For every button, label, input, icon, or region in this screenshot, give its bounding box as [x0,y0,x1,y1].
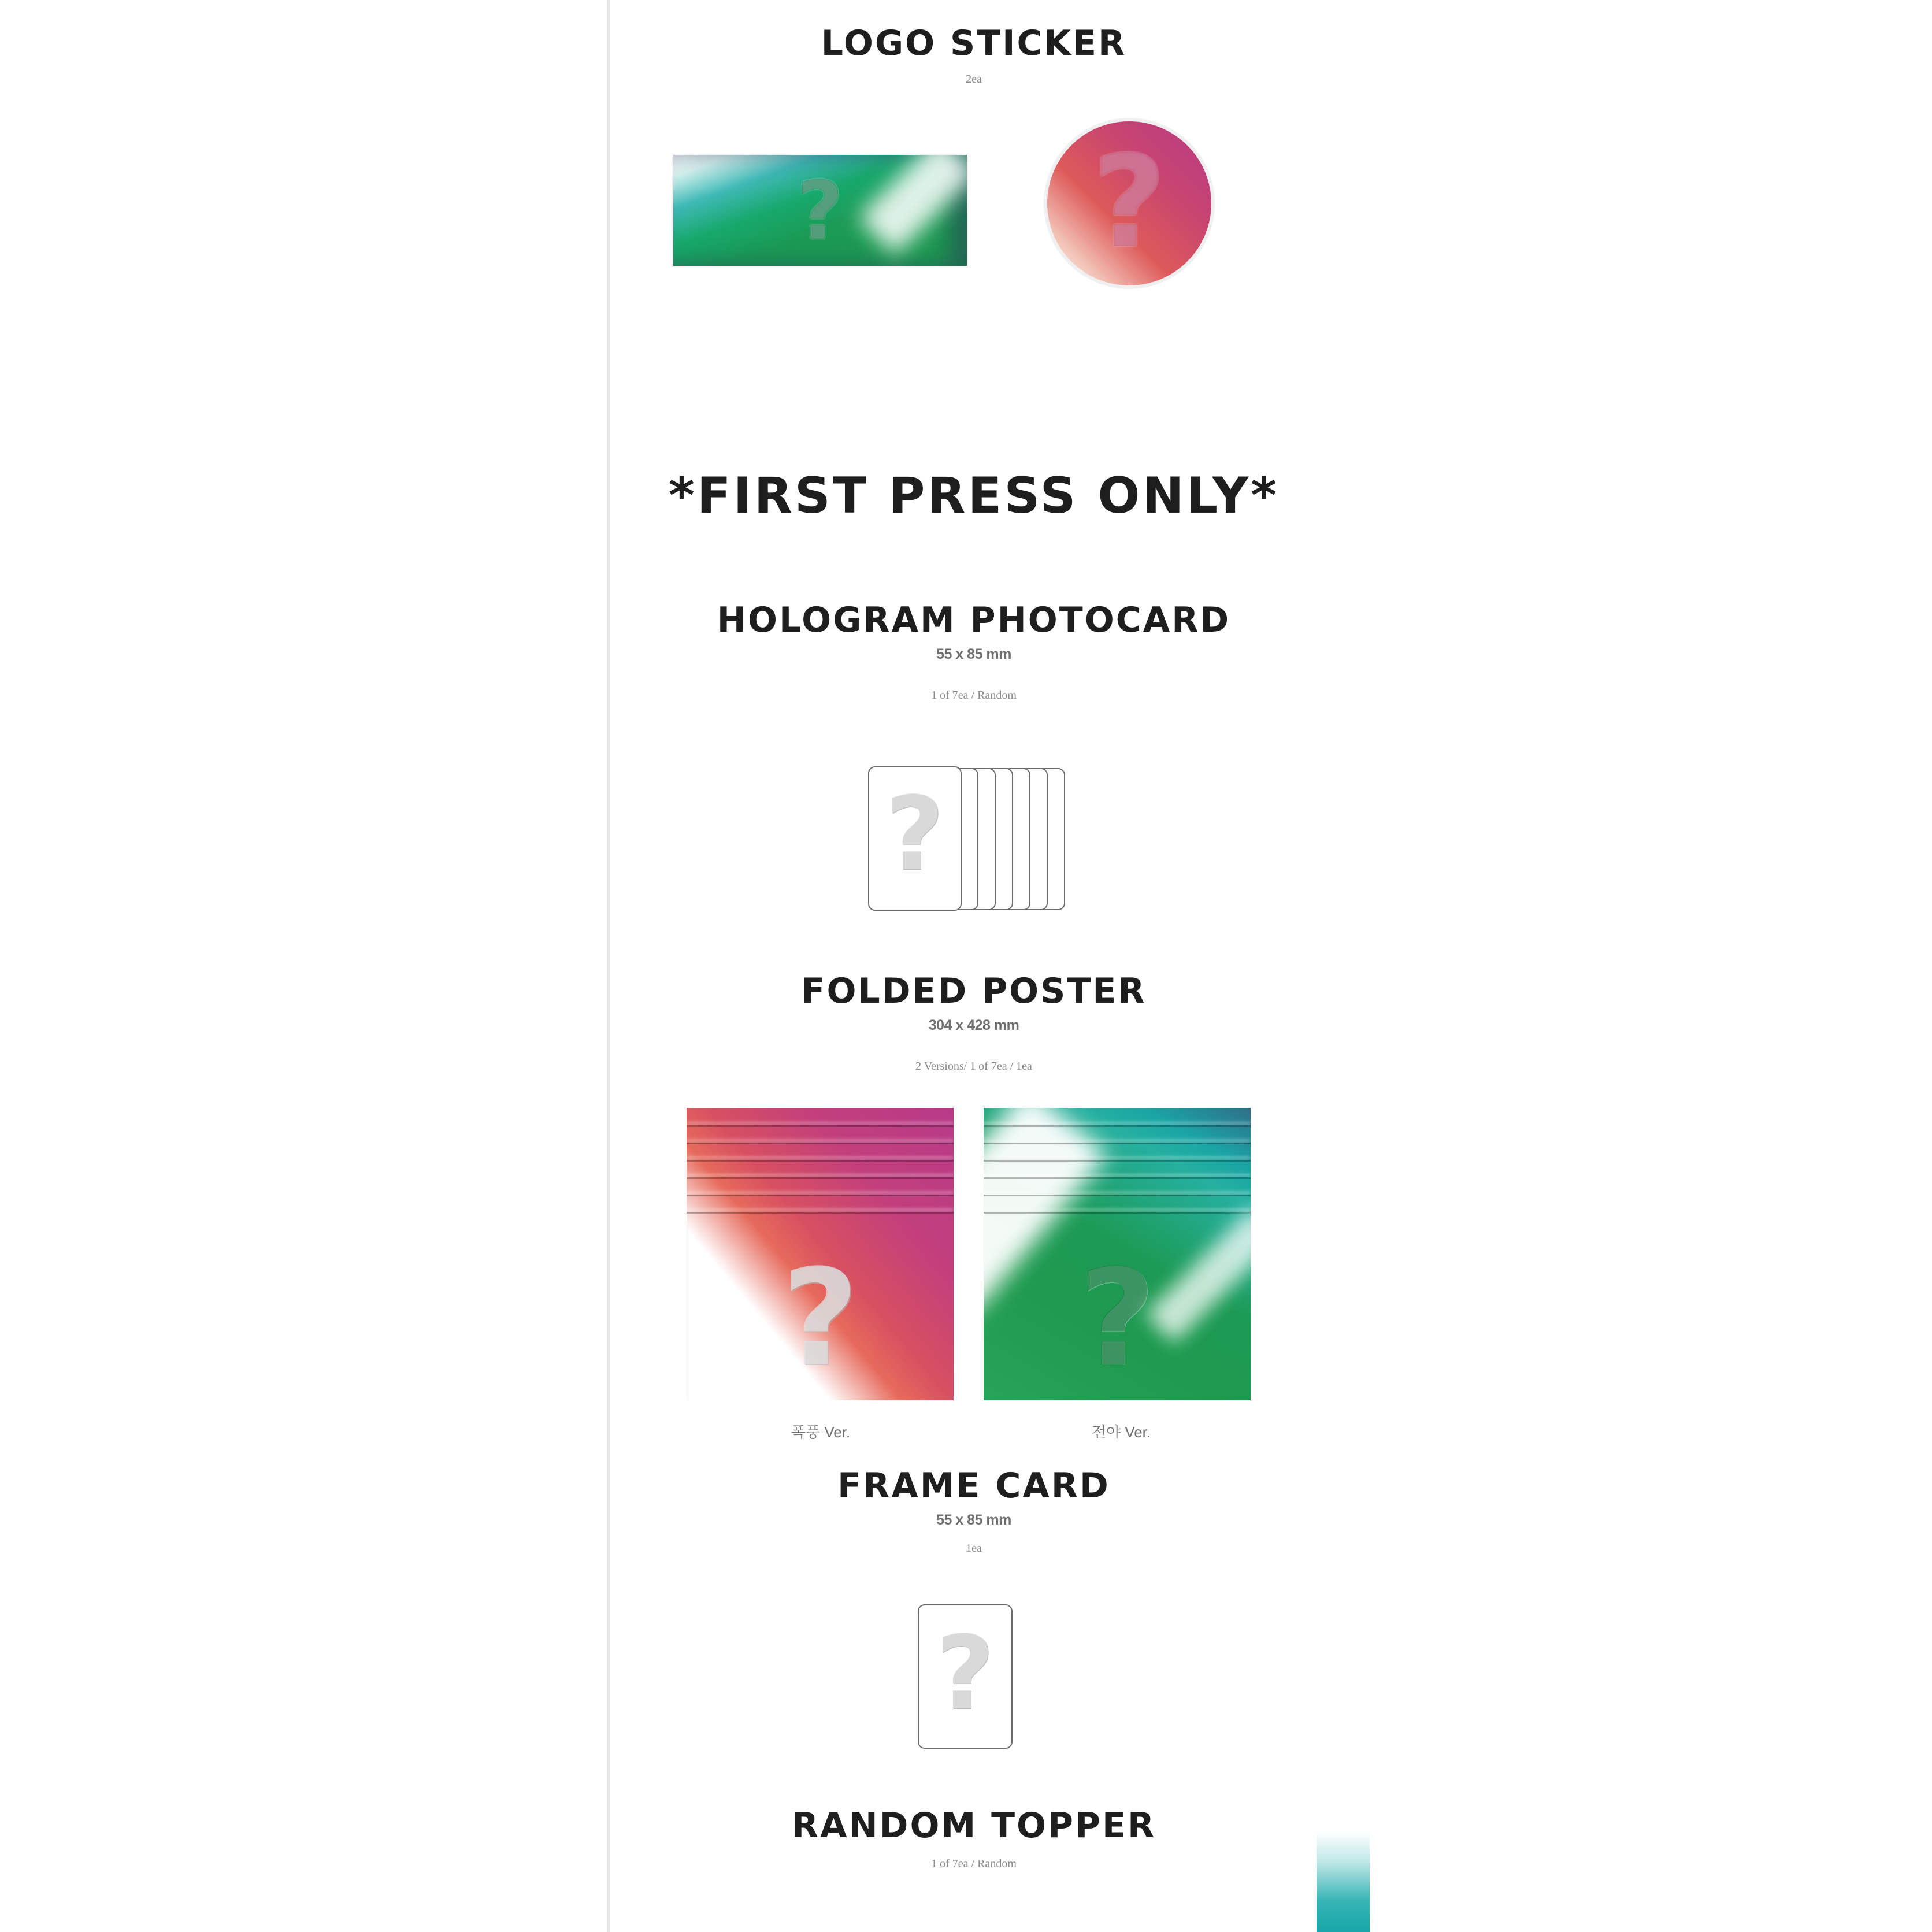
front-photocard [868,766,962,911]
folded-poster-title: FOLDED POSTER [801,971,1147,1011]
folded-poster-storm-image [687,1108,954,1400]
fold-line [984,1195,1251,1196]
first-press-only-heading: *FIRST PRESS ONLY* [668,467,1280,525]
random-topper-title: RANDOM TOPPER [791,1805,1156,1846]
round-logo-sticker-image [1047,121,1211,285]
fold-line [984,1125,1251,1127]
rect-logo-sticker-image [673,155,967,266]
frame-card-title: FRAME CARD [837,1466,1110,1506]
fold-line [687,1212,954,1214]
fold-line [687,1160,954,1162]
question-mark-icon: ? [1078,1241,1156,1396]
frame-card-image [918,1604,1013,1749]
poster-eve-caption: 전야 Ver. [1091,1423,1151,1441]
frame-card-qty: 1ea [966,1542,982,1555]
logo-sticker-qty: 2ea [966,73,982,86]
folded-poster-size: 304 x 428 mm [928,1017,1019,1033]
fold-line [984,1143,1251,1144]
fold-line [984,1212,1251,1214]
question-mark-icon: ? [796,164,844,258]
question-mark-icon: ? [885,775,945,893]
fold-line [687,1125,954,1127]
fold-line [984,1160,1251,1162]
frame-card-size: 55 x 85 mm [936,1512,1011,1528]
question-mark-icon: ? [935,1614,995,1733]
random-topper-qty: 1 of 7ea / Random [931,1857,1017,1870]
poster-storm-caption: 폭풍 Ver. [791,1423,851,1441]
fold-line [687,1177,954,1179]
fold-line [687,1143,954,1144]
question-mark-icon: ? [781,1241,859,1396]
hologram-photocard-size: 55 x 85 mm [936,646,1011,662]
hologram-photocard-qty: 1 of 7ea / Random [931,689,1017,702]
fold-line [687,1195,954,1196]
folded-poster-eve-image [984,1108,1251,1400]
page-divider [607,0,610,1932]
topper-preview-gradient [1317,1832,1370,1932]
fold-line [984,1177,1251,1179]
question-mark-icon: ? [1092,128,1166,276]
hologram-photocard-title: HOLOGRAM PHOTOCARD [717,600,1231,640]
logo-sticker-title: LOGO STICKER [821,23,1127,64]
folded-poster-qty: 2 Versions/ 1 of 7ea / 1ea [915,1060,1032,1073]
